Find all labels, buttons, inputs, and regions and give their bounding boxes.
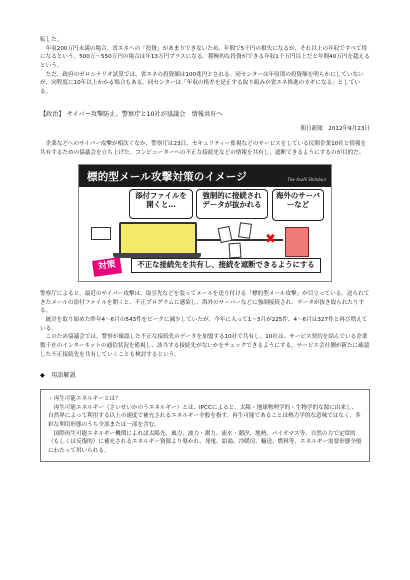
document-icon <box>228 243 241 259</box>
glossary-question: ・再生可能エネルギーとは？ <box>48 396 121 403</box>
intro-paragraph-investment: ただ、政府のゼロシナリオ試算では、省エネの投資額は100兆円とされる。同センターは年収別の投資額を明らかにしていないが、同程度に10年以上かかる場合もある。同センターは「年収の格差を是正する取り組みが省エネ推進のカギになる」としている。 <box>40 71 364 95</box>
diagram-credit: The Asahi Shimbun <box>287 177 326 183</box>
document-icon <box>218 226 233 243</box>
glossary-answer-2: 国際再生可能エネルギー機関によれば太陽光、風力、波力・潮力、流水・潮汐、地熱、バイオマス等、自然の力で定常的（もしくは反復的）に補充されるエネルギー資源より導かれ、発電、給湯、冷暖房、輸送、燃料等、エネルギー需要形態全般にわたって用いられる。 <box>48 430 362 454</box>
glossary-heading: ◆ 用語解説 <box>40 372 76 380</box>
glossary-answer-1: 再生可能エネルギー（さいせいかのうエネルギー）とは、IPCCによると、太陽・地球物理学的・生物学的な源に由来し、自然界によって利用する以上の速度で補充されるエネルギー全般を指す。再生可能であることは熱力学的な意味ではなく、多彩な利用形態のうち全部または一部を含む。 <box>48 404 361 428</box>
article-body-3: このため協議会では、警察が確認した不正な接続先のデータを加盟する10社で共有し、10社は、サービス契約を結んでいる企業数千社のインターネットの通信状況を監視し、該当する接続先がないかをチェックできるようにする。サービス会社側が新たに確認した不正接続先を共有していくことも検討するという。 <box>40 334 370 358</box>
article-heading: 【政治】 サイバー攻撃防止、警察庁と10社が協議会 情報共有へ <box>40 110 223 118</box>
document-page <box>40 36 370 462</box>
intro-continuation: 転した。 <box>40 37 63 43</box>
glossary-box <box>40 389 370 462</box>
email-icon <box>91 227 111 240</box>
bubble-forced-connection: 強制的に接続されデータが抜かれる <box>196 189 268 219</box>
article-body-2: 統計を取り始めた昨年4〜6月の543件をピークに減少していたが、今年に入って1〜3月が225件、4〜6月は327件と再び増えている。 <box>40 317 368 332</box>
countermeasure-tag: 対策 <box>92 257 122 277</box>
server-icon <box>285 227 309 257</box>
intro-paragraph-income: 年収200万円未満の場合、省エネへの「投資」があまりできないため、年間で5千円の損失になるが、それ以上の年収ですべて得になるという。500万〜550万円の場合は年13万円プラスになる。積極的な投資ができる年収1千万円以上だと年間40万円を超えるという。 <box>40 45 370 69</box>
bubble-overseas-server: 海外のサーバーなど <box>272 189 324 221</box>
article-lead: 企業などへのサイバー攻撃が相次ぐなか、警察庁は23日、セキュリティー監視などのサービスをしている民間企業10社と情報を共有するための協議会を立ち上げた。コンピューターへの不正な接続先などの情報を共有し、遮断できるようにするのが目的だ。 <box>40 140 367 156</box>
block-x-icon: ✖ <box>265 232 276 248</box>
article-body-1: 警察庁によると、最近のサイバー攻撃は、取引先などを装ってメールを送り付ける「標的型メール攻撃」が目立っている。送られてきたメールの添付ファイルを開くと、不正プログラムに感染し、海外のサーバーなどに強制接続され、データが抜き取られたりする。 <box>40 291 370 315</box>
attack-diagram <box>78 164 332 282</box>
diagram-title: 標的型メール攻撃対策のイメージ <box>87 171 247 184</box>
article-source-date: 朝日新聞 2012年9月23日 <box>300 126 370 133</box>
diagram-caption: 不正な接続先を共有し、接続を遮断できるようにする <box>131 258 321 273</box>
laptop-icon <box>119 222 197 256</box>
document-icon <box>238 222 252 239</box>
bubble-open-attachment: 添付ファイルを開くと… <box>129 189 193 219</box>
